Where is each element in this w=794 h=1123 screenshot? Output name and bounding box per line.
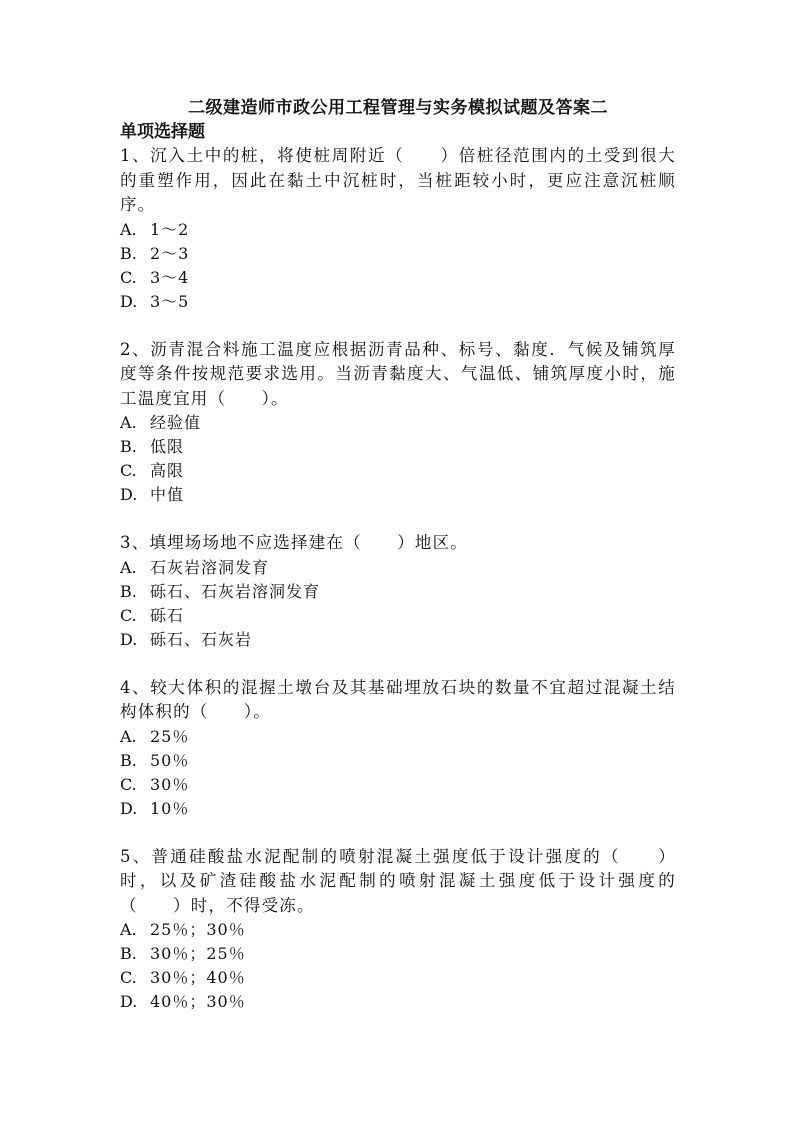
option-a — [120, 218, 676, 242]
question-separator — [120, 314, 676, 338]
option-list — [120, 411, 676, 507]
option-b — [120, 942, 676, 966]
question-5 — [120, 845, 676, 1015]
option-letter: D. — [120, 629, 138, 649]
option-letter: D. — [120, 291, 138, 311]
option-b — [120, 580, 676, 604]
option-list — [120, 218, 676, 314]
option-text: 2～3 — [150, 243, 190, 263]
option-d — [120, 483, 676, 507]
option-c — [120, 266, 676, 290]
question-separator — [120, 507, 676, 531]
option-d — [120, 628, 676, 652]
option-text: 30％ — [150, 774, 190, 794]
question-separator — [120, 652, 676, 676]
option-text: 砾石、石灰岩溶洞发育 — [150, 581, 321, 601]
option-d — [120, 290, 676, 314]
option-text: 砾石 — [150, 605, 185, 625]
option-c — [120, 966, 676, 990]
option-a — [120, 411, 676, 435]
option-letter: C. — [120, 968, 137, 987]
section-title: 单项选择题 — [120, 122, 205, 142]
question-3 — [120, 531, 676, 652]
option-a — [120, 725, 676, 749]
option-letter: B. — [120, 243, 137, 263]
option-text: 低限 — [150, 437, 185, 456]
option-text: 30％；40％ — [150, 968, 246, 987]
document-page — [120, 96, 676, 1014]
option-letter: B. — [120, 437, 137, 456]
option-text: 石灰岩溶洞发育 — [150, 557, 270, 577]
option-b — [120, 435, 676, 459]
option-a — [120, 918, 676, 942]
question-stem: 3、填埋场场地不应选择建在（ ）地区。 — [120, 533, 468, 552]
option-letter: A. — [120, 557, 137, 577]
option-text: 1～2 — [150, 219, 190, 239]
option-letter: C. — [120, 267, 137, 287]
option-text: 高限 — [150, 461, 185, 480]
option-text: 25％；30％ — [150, 920, 246, 939]
question-1 — [120, 144, 676, 314]
option-letter: C. — [120, 774, 137, 794]
option-text: 25％ — [150, 726, 190, 746]
option-c — [120, 604, 676, 628]
option-text: 10％ — [150, 798, 190, 818]
option-list — [120, 556, 676, 652]
option-list — [120, 918, 676, 1014]
option-b — [120, 242, 676, 266]
option-d — [120, 990, 676, 1014]
option-c — [120, 773, 676, 797]
question-2 — [120, 338, 676, 508]
question-stem: 5、普通硅酸盐水泥配制的喷射混凝土强度低于设计强度的（ ）时，以及矿渣硅酸盐水泥配制的喷射混凝土强度低于设计强度的（ ）时，不得受冻。 — [120, 846, 676, 915]
option-letter: A. — [120, 219, 137, 239]
option-c — [120, 459, 676, 483]
option-text: 50％ — [150, 750, 190, 770]
option-letter: D. — [120, 798, 138, 818]
option-letter: C. — [120, 605, 137, 625]
option-text: 经验值 — [150, 413, 202, 432]
question-4 — [120, 676, 676, 821]
option-text: 30％；25％ — [150, 944, 246, 963]
question-separator — [120, 821, 676, 845]
option-letter: B. — [120, 581, 137, 601]
document-title: 二级建造师市政公用工程管理与实务模拟试题及答案二 — [188, 98, 608, 118]
question-stem: 2、沥青混合料施工温度应根据沥青品种、标号、黏度．气候及铺筑厚度等条件按规范要求选用。当沥青黏度大、气温低、铺筑厚度小时，施工温度宜用（ ）。 — [120, 339, 676, 408]
option-text: 中值 — [150, 485, 185, 504]
option-d — [120, 797, 676, 821]
option-text: 砾石、石灰岩 — [150, 629, 253, 649]
question-stem: 1、沉入土中的桩，将使桩周附近（ ）倍桩径范围内的土受到很大的重塑作用，因此在黏土中沉桩时，当桩距较小时，更应注意沉桩顺序。 — [120, 146, 676, 214]
option-letter: A. — [120, 726, 137, 746]
option-letter: B. — [120, 944, 137, 963]
option-a — [120, 556, 676, 580]
option-text: 40％；30％ — [150, 992, 246, 1011]
question-stem: 4、较大体积的混握土墩台及其基础埋放石块的数量不宜超过混凝土结构体积的（ ）。 — [120, 677, 676, 721]
option-b — [120, 749, 676, 773]
option-letter: D. — [120, 485, 138, 504]
option-text: 3～4 — [150, 267, 190, 287]
option-letter: C. — [120, 461, 137, 480]
option-list — [120, 725, 676, 821]
option-letter: A. — [120, 413, 137, 432]
option-letter: D. — [120, 992, 138, 1011]
option-text: 3～5 — [150, 291, 190, 311]
option-letter: B. — [120, 750, 137, 770]
option-letter: A. — [120, 920, 137, 939]
